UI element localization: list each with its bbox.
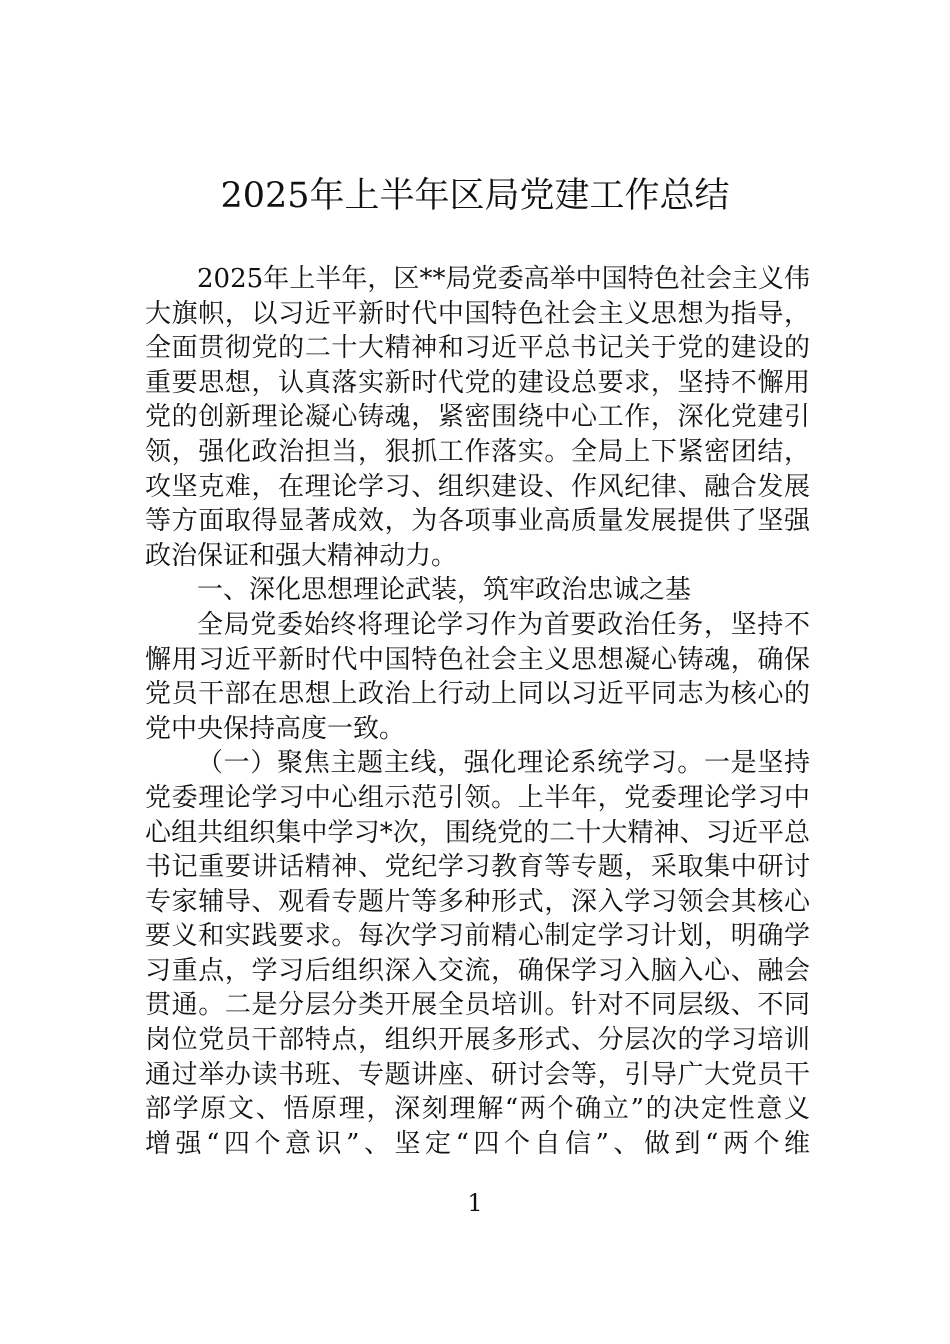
paragraph-line: 通过举办读书班、专题讲座、研讨会等，引导广大党员干 bbox=[145, 1059, 810, 1090]
paragraph-line: 全面贯彻党的二十大精神和习近平总书记关于党的建设的 bbox=[145, 333, 810, 364]
page-number: 1 bbox=[467, 1189, 483, 1217]
paragraph-line: 部学原文、悟原理，深刻理解“两个确立”的决定性意义 bbox=[145, 1094, 810, 1125]
paragraph-line: 心组共组织集中学习*次，围绕党的二十大精神、习近平总 bbox=[145, 817, 810, 848]
paragraph-line: 大旗帜，以习近平新时代中国特色社会主义思想为指导， bbox=[145, 298, 810, 329]
paragraph-line: 贯通。二是分层分类开展全员培训。针对不同层级、不同 bbox=[145, 990, 810, 1021]
paragraph-line: 岗位党员干部特点，组织开展多形式、分层次的学习培训 bbox=[145, 1025, 810, 1056]
paragraph-line: 2025年上半年，区**局党委高举中国特色社会主义伟 bbox=[197, 264, 810, 294]
document-title: 2025年上半年区局党建工作总结 bbox=[220, 176, 730, 216]
paragraph-line: 领，强化政治担当，狠抓工作落实。全局上下紧密团结， bbox=[145, 436, 810, 467]
paragraph-line: （一）聚焦主题主线，强化理论系统学习。一是坚持 bbox=[197, 748, 810, 779]
paragraph-line: 政治保证和强大精神动力。 bbox=[145, 540, 458, 571]
paragraph-line: 要义和实践要求。每次学习前精心制定学习计划，明确学 bbox=[145, 921, 810, 952]
paragraph-line: 懈用习近平新时代中国特色社会主义思想凝心铸魂，确保 bbox=[145, 644, 810, 675]
paragraph-line: 重要思想，认真落实新时代党的建设总要求，坚持不懈用 bbox=[145, 367, 810, 398]
paragraph-line: 党员干部在思想上政治上行动上同以习近平同志为核心的 bbox=[145, 679, 810, 710]
paragraph-line: 党的创新理论凝心铸魂，紧密围绕中心工作，深化党建引 bbox=[145, 402, 810, 433]
paragraph-line: 习重点，学习后组织深入交流，确保学习入脑入心、融会 bbox=[145, 955, 810, 986]
paragraph-line: 全局党委始终将理论学习作为首要政治任务，坚持不 bbox=[197, 609, 810, 640]
paragraph-line: 党中央保持高度一致。 bbox=[145, 713, 406, 744]
paragraph-line: 增强“四个意识”、坚定“四个自信”、做到“两个维 bbox=[145, 1128, 810, 1159]
document-body bbox=[145, 262, 810, 1161]
paragraph-line: 攻坚克难，在理论学习、组织建设、作风纪律、融合发展 bbox=[145, 471, 810, 502]
paragraph-line: 书记重要讲话精神、党纪学习教育等专题，采取集中研讨 bbox=[145, 852, 810, 883]
paragraph-line: 等方面取得显著成效，为各项事业高质量发展提供了坚强 bbox=[145, 506, 810, 537]
paragraph-line: 专家辅导、观看专题片等多种形式，深入学习领会其核心 bbox=[145, 886, 810, 917]
section-heading: 一、深化思想理论武装，筑牢政治忠诚之基 bbox=[197, 575, 692, 606]
paragraph-line: 党委理论学习中心组示范引领。上半年，党委理论学习中 bbox=[145, 782, 810, 813]
